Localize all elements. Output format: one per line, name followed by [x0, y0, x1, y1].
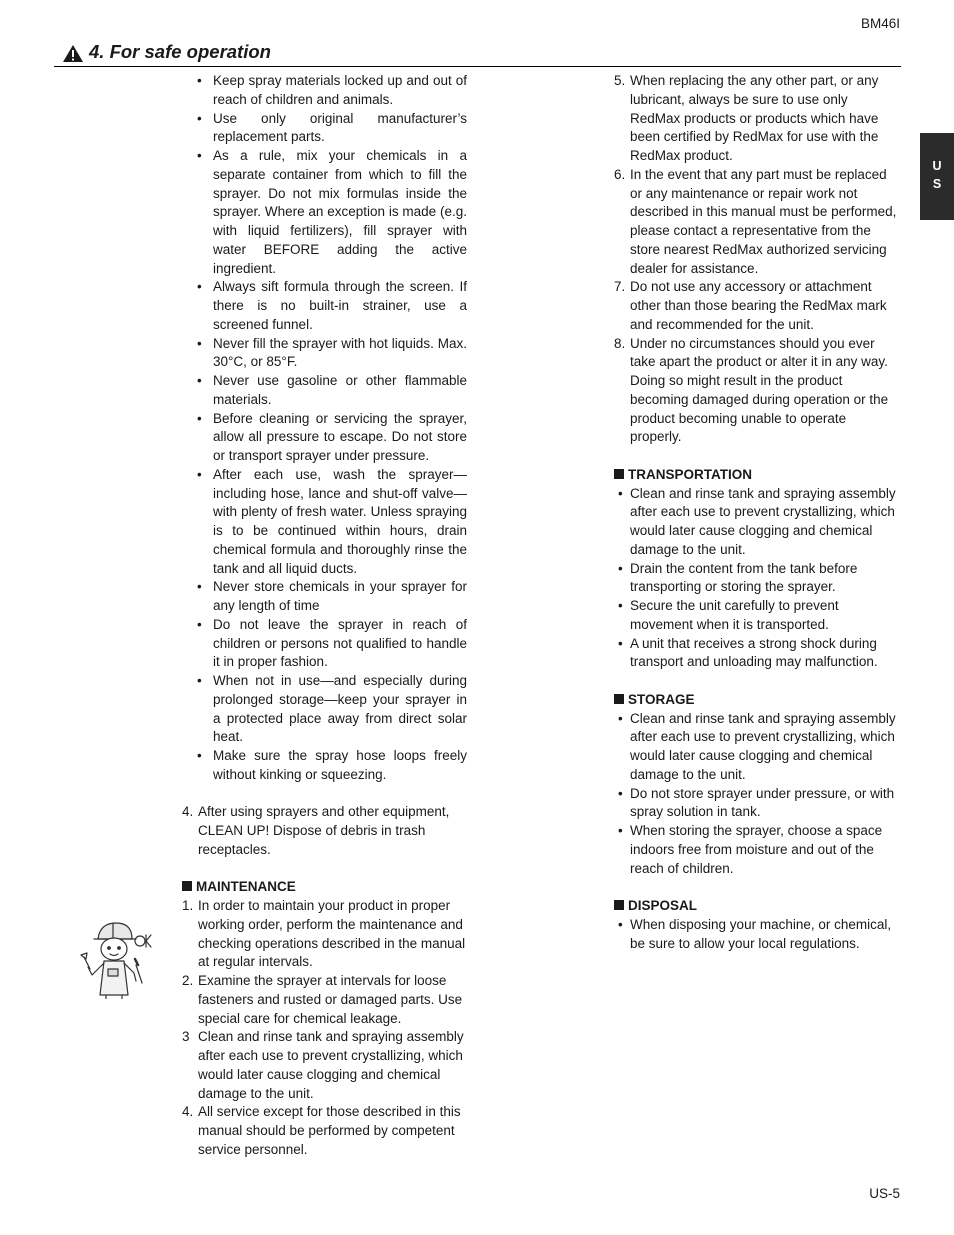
list-item [182, 1028, 467, 1103]
maintenance-heading: MAINTENANCE [182, 878, 467, 897]
list-item: • Clean and rinse tank and spraying assembly after each use to prevent crystallizing, which would later cause clogging and chemical damage to the unit. [614, 710, 900, 785]
item-text: Under no circumstances should you ever take apart the product or alter it in any way. Doing so might result in the product becoming damaged during operation or the product becoming unable to operate properly. [630, 335, 889, 445]
disposal-list [614, 916, 900, 954]
item-number: 2. [182, 973, 194, 988]
right-column [614, 72, 900, 953]
warning-triangle-icon [62, 44, 84, 63]
list-item [614, 335, 900, 448]
list-item: • Never use gasoline or other flammable materials. [182, 372, 467, 410]
item-number: 5. [614, 73, 626, 88]
page-title: 4. For safe operation [89, 41, 271, 62]
list-item: • Secure the unit carefully to prevent movement when it is transported. [614, 597, 900, 635]
list-item: • Before cleaning or servicing the sprayer, allow all pressure to escape. Do not store or transport sprayer under pressure. [182, 410, 467, 466]
item-text: When replacing the any other part, or any lubricant, always be sure to use only RedMax products or products which have been certified by RedMax for use with the RedMax product. [630, 73, 879, 163]
transportation-list [614, 485, 900, 673]
list-item: • Drain the content from the tank before transporting or storing the sprayer. [614, 560, 900, 598]
item-number: 6. [614, 166, 626, 182]
list-item: • After each use, wash the sprayer—including hose, lance and shut-off valve—with plenty of fresh water. Unless spraying is to be continued within hours, drain chemical formula and thoroughly rinse the tank and all liquid ducts. [182, 466, 467, 579]
list-item [614, 278, 900, 334]
list-item: • Clean and rinse tank and spraying assembly after each use to prevent crystallizing, which would later cause clogging and chemical damage to the unit. [614, 485, 900, 560]
list-item: • As a rule, mix your chemicals in a separate container from which to fill the sprayer. Do not mix formulas inside the sprayer. Where an exception is made (e.g. with liquid fertilizers), fill sprayer with water BEFORE adding the active ingredient. [182, 147, 467, 278]
item-number: 8. [614, 335, 626, 351]
list-item [182, 897, 467, 972]
list-item [182, 972, 467, 1028]
item-text: In the event that any part must be replaced or any maintenance or repair work not described in this manual must be performed, please contact a representative from the store nearest RedMax authorized servicing dealer for assistance. [630, 166, 897, 276]
list-item: • Always sift formula through the screen. If there is no built-in strainer, use a screened funnel. [182, 278, 467, 334]
list-item: • Keep spray materials locked up and out of reach of children and animals. [182, 72, 467, 110]
list-item: • Use only original manufacturer’s replacement parts. [182, 110, 467, 148]
item-number: 4. [182, 804, 194, 820]
left-column [182, 72, 467, 1160]
item-text: In order to maintain your product in proper working order, perform the maintenance and checking operations described in the manual at regular intervals. [198, 898, 466, 970]
square-bullet-icon [182, 881, 192, 891]
item-number: 7. [614, 279, 626, 295]
storage-list [614, 710, 900, 879]
list-item: • When disposing your machine, or chemical, be sure to allow your local regulations. [614, 916, 900, 954]
page-number: US-5 [869, 1186, 900, 1201]
maintenance-list [182, 897, 467, 1160]
list-item [614, 72, 900, 166]
cleanup-item [182, 803, 467, 859]
list-item: • Never fill the sprayer with hot liquids. Max. 30°C, or 85°F. [182, 335, 467, 373]
item-text: Do not use any accessory or attachment other than those bearing the RedMax mark and recommended for the unit. [630, 279, 887, 332]
square-bullet-icon [614, 694, 624, 704]
item-text: After using sprayers and other equipment, CLEAN UP! Dispose of debris in trash receptacles. [198, 804, 450, 857]
list-item: • A unit that receives a strong shock during transport and unloading may malfunction. [614, 635, 900, 673]
model-number: BM46I [860, 16, 900, 31]
list-item: • When storing the sprayer, choose a space indoors free from moisture and out of the reach of children. [614, 822, 900, 878]
list-item: • Do not leave the sprayer in reach of children or persons not qualified to handle it in proper fashion. [182, 616, 467, 672]
square-bullet-icon [614, 900, 624, 910]
list-item [182, 1103, 467, 1159]
mechanic-illustration-icon [74, 917, 154, 999]
square-bullet-icon [614, 469, 624, 479]
disposal-heading: DISPOSAL [614, 897, 900, 916]
transportation-heading: TRANSPORTATION [614, 466, 900, 485]
language-tab [920, 133, 954, 220]
item-text: Clean and rinse tank and spraying assembly after each use to prevent crystallizing, which would later cause clogging and chemical damage to the unit. [198, 1029, 464, 1101]
item-text: Examine the sprayer at intervals for loose fasteners and rusted or damaged parts. Use special care for chemical leakage. [198, 973, 463, 1026]
list-item: • Never store chemicals in your sprayer for any length of time [182, 578, 467, 616]
storage-heading: STORAGE [614, 691, 900, 710]
item-number: 1. [182, 898, 194, 913]
list-item [182, 803, 467, 859]
item-text: All service except for those described in this manual should be performed by competent service personnel. [198, 1104, 461, 1157]
list-item: • When not in use—and especially during prolonged storage—keep your sprayer in a protected place away from direct solar heat. [182, 672, 467, 747]
item-number: 3 [182, 1029, 190, 1045]
parts-rules-list [614, 72, 900, 447]
language-tab-letter: U [932, 159, 942, 173]
section-header [54, 41, 901, 67]
list-item: • Do not store sprayer under pressure, or with spray solution in tank. [614, 785, 900, 823]
list-item: • Make sure the spray hose loops freely without kinking or squeezing. [182, 747, 467, 785]
language-tab-letter: S [932, 177, 942, 191]
list-item [614, 166, 900, 279]
item-number: 4. [182, 1104, 194, 1120]
safety-bullet-list [182, 72, 467, 785]
